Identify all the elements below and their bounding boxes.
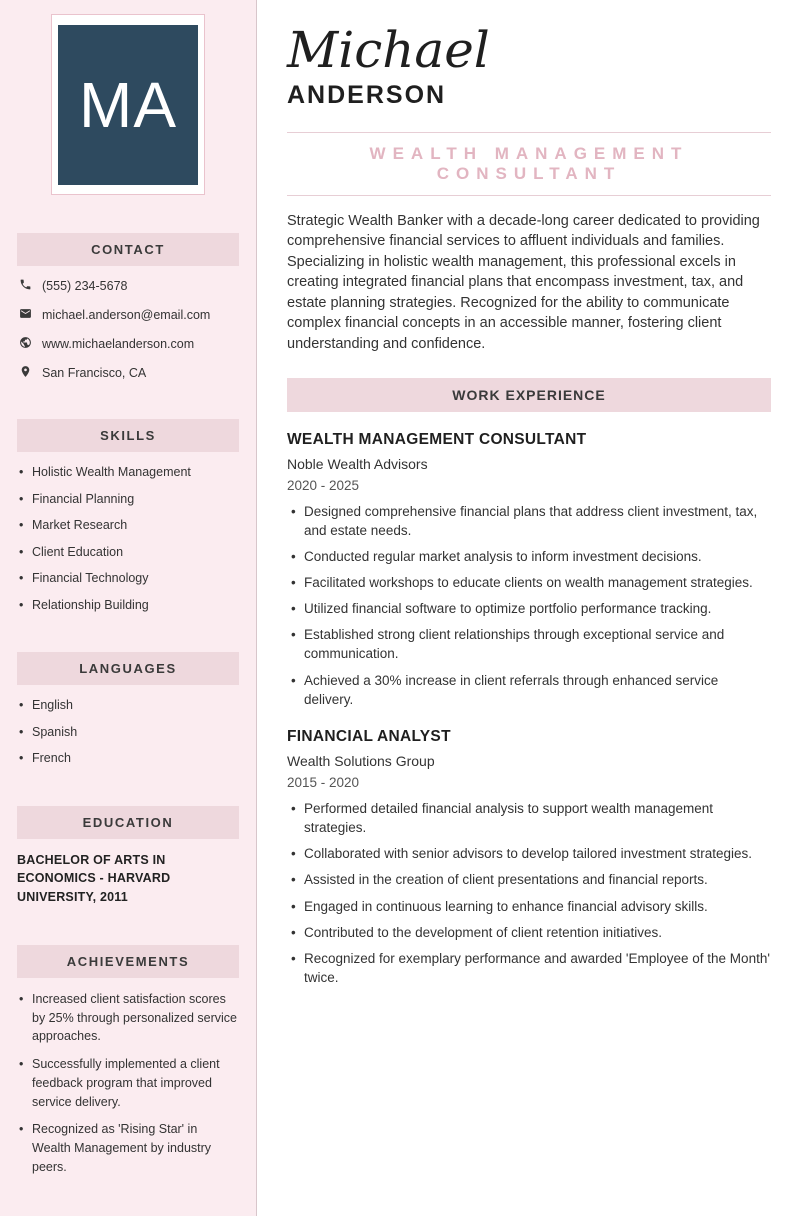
skill-item: • Financial Technology	[17, 570, 239, 588]
job-bullet: • Recognized for exemplary performance and awarded 'Employee of the Month' twice.	[287, 949, 771, 987]
achievement-item: • Increased client satisfaction scores by 25% through personalized service approaches.	[17, 990, 239, 1046]
job-title: WEALTH MANAGEMENT CONSULTANT	[369, 143, 689, 183]
language-item: • Spanish	[17, 724, 239, 742]
achievements-section-header	[17, 945, 239, 978]
job-role: FINANCIAL ANALYST	[287, 727, 451, 745]
languages-section-header	[17, 652, 239, 685]
contact-section-header	[17, 233, 239, 266]
job-bullet: • Facilitated workshops to educate clients on wealth management strategies.	[287, 573, 771, 592]
contact-item-email	[19, 307, 237, 323]
email-icon	[19, 307, 32, 323]
skills-section-title: SKILLS	[100, 428, 156, 443]
skill-item: • Market Research	[17, 517, 239, 535]
contact-website-text: www.michaelanderson.com	[42, 337, 195, 351]
job-role: WEALTH MANAGEMENT CONSULTANT	[287, 430, 587, 448]
skills-section-header	[17, 419, 239, 452]
monogram-initials: MA	[79, 68, 177, 141]
job-dates: 2015 - 2020	[287, 774, 360, 790]
sidebar	[0, 0, 257, 1216]
language-item: • French	[17, 750, 239, 768]
contact-email-text: michael.anderson@email.com	[42, 308, 211, 322]
skill-item: • Holistic Wealth Management	[17, 464, 239, 482]
skills-list	[17, 464, 239, 614]
languages-section-title: LANGUAGES	[79, 661, 177, 676]
achievement-item: • Recognized as 'Rising Star' in Wealth Management by industry peers.	[17, 1120, 239, 1176]
contact-phone-text: (555) 234-5678	[42, 279, 128, 293]
monogram-box	[58, 25, 198, 185]
main-column	[257, 0, 800, 1216]
job-bullet: • Engaged in continuous learning to enhance financial advisory skills.	[287, 897, 771, 916]
first-name: Michael	[287, 21, 490, 79]
contact-item-location	[19, 365, 237, 381]
job-bullet: • Assisted in the creation of client presentations and financial reports.	[287, 870, 771, 889]
skill-item: • Relationship Building	[17, 597, 239, 615]
job-bullet: • Conducted regular market analysis to inform investment decisions.	[287, 547, 771, 566]
education-section-title: EDUCATION	[82, 814, 174, 830]
languages-list	[17, 697, 239, 768]
job-dates: 2020 - 2025	[287, 477, 360, 493]
skill-item: • Financial Planning	[17, 491, 239, 509]
last-name: ANDERSON	[287, 80, 447, 109]
achievements-list	[17, 990, 239, 1177]
skill-item: • Client Education	[17, 544, 239, 562]
job-company: Wealth Solutions Group	[287, 752, 435, 769]
contact-list	[17, 278, 239, 381]
location-icon	[19, 365, 32, 381]
achievement-item: • Successfully implemented a client feedback program that improved service delivery.	[17, 1055, 239, 1111]
job-bullet-list	[287, 502, 771, 709]
job-entry	[287, 431, 771, 709]
contact-location-text: San Francisco, CA	[42, 366, 147, 380]
contact-item-phone	[19, 278, 237, 294]
job-bullet: • Utilized financial software to optimize portfolio performance tracking.	[287, 599, 771, 618]
contact-section-title: CONTACT	[91, 242, 165, 257]
job-bullet: • Achieved a 30% increase in client referrals through enhanced service delivery.	[287, 671, 771, 709]
education-degree: BACHELOR OF ARTS IN ECONOMICS - HARVARD UNIVERSITY, 2011	[17, 852, 171, 904]
job-bullet: • Established strong client relationships through exceptional service and communication.	[287, 625, 771, 663]
education-section-header	[17, 806, 239, 839]
divider-line	[287, 195, 771, 196]
job-bullet: • Contributed to the development of client retention initiatives.	[287, 923, 771, 942]
job-bullet-list	[287, 799, 771, 987]
job-entry	[287, 728, 771, 987]
contact-item-website	[19, 336, 237, 352]
job-bullet: • Performed detailed financial analysis to support wealth management strategies.	[287, 799, 771, 837]
monogram-frame	[51, 14, 205, 195]
globe-icon	[19, 336, 32, 352]
language-item: • English	[17, 697, 239, 715]
professional-summary: Strategic Wealth Banker with a decade-long career dedicated to providing comprehensive financial services to affluent individuals and families. Specializing in holistic wealth management, this professional excels in creating integrated financial plans that encompass investment, tax, and estate planning strategies. Recognized for the ability to communicate complex financial concepts in an accessible manner, fostering client understanding and confidence.	[287, 212, 760, 352]
achievements-section-title: ACHIEVEMENTS	[66, 953, 190, 969]
job-company: Noble Wealth Advisors	[287, 455, 428, 472]
phone-icon	[19, 278, 32, 294]
work-experience-header	[287, 378, 771, 412]
work-experience-title: WORK EXPERIENCE	[452, 386, 606, 403]
job-bullet: • Collaborated with senior advisors to develop tailored investment strategies.	[287, 844, 771, 863]
job-bullet: • Designed comprehensive financial plans that address client investment, tax, and estate needs.	[287, 502, 771, 540]
